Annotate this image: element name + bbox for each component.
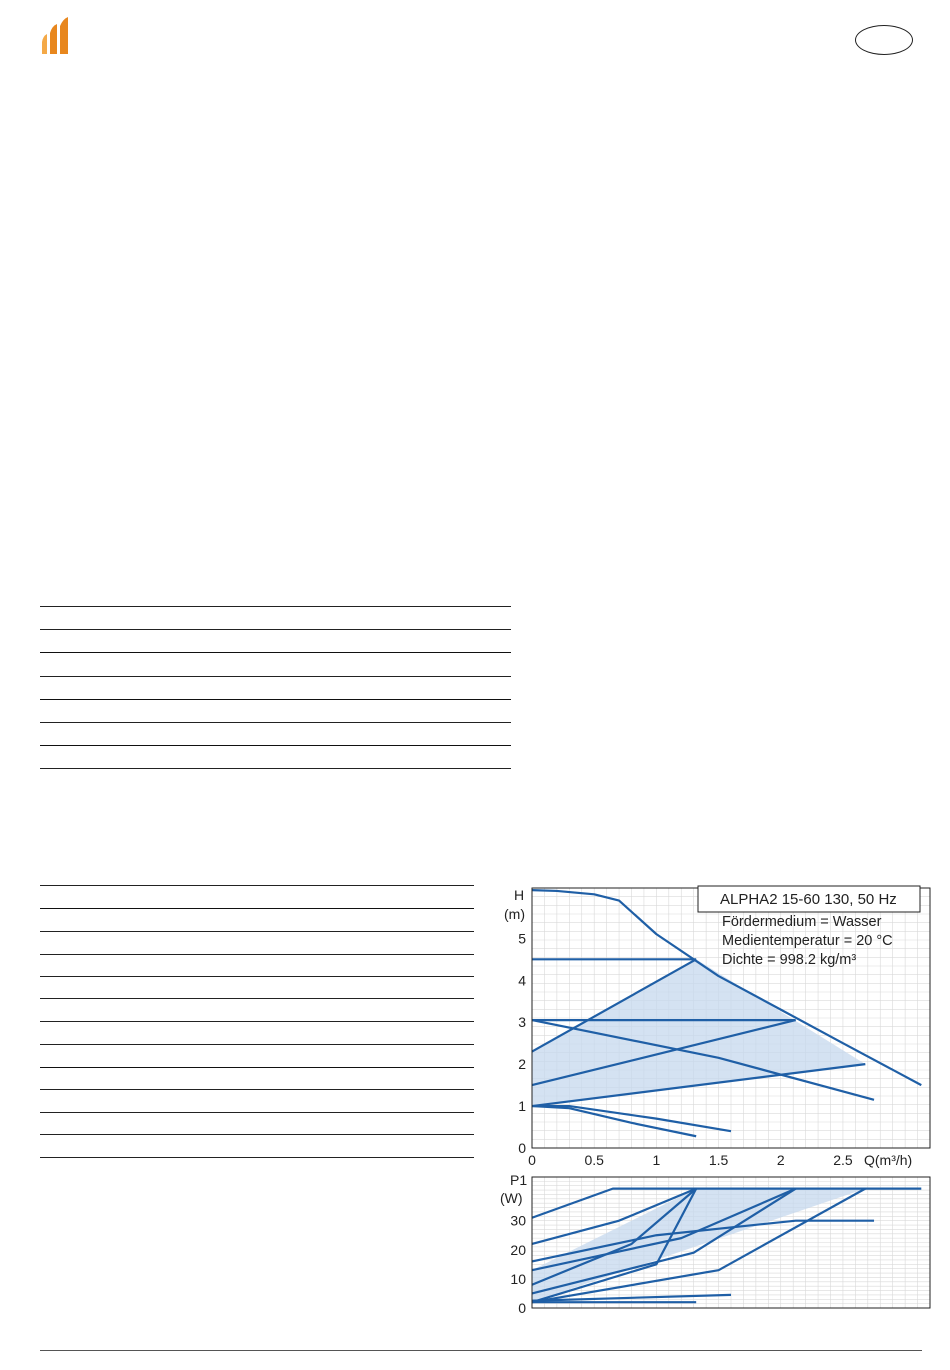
table-row: [40, 1021, 474, 1022]
x-tick-label: 1: [652, 1152, 661, 1168]
table-row: [40, 1112, 474, 1113]
head-axis-unit: (m): [504, 906, 525, 922]
table-row: [40, 676, 511, 677]
x-tick-label: 0: [528, 1152, 536, 1168]
y-tick-label: 4: [518, 972, 526, 989]
flame-logo-icon: [40, 16, 70, 56]
y-tick-label: 20: [510, 1241, 526, 1258]
table-row: [40, 722, 511, 723]
y-tick-label: 0: [518, 1300, 526, 1316]
table-row: [40, 1089, 474, 1090]
table-row: [40, 976, 474, 977]
y-tick-label: 3: [518, 1014, 526, 1031]
y-tick-label: 30: [510, 1212, 526, 1229]
y-tick-label: 1: [518, 1098, 526, 1115]
flow-axis-label: Q(m³/h): [864, 1152, 913, 1168]
table-row: [40, 885, 474, 886]
table-row: [40, 629, 511, 630]
head-axis-label: H: [514, 887, 525, 903]
table-row: [40, 931, 474, 932]
table-row: [40, 652, 511, 653]
y-tick-label: 10: [510, 1270, 526, 1287]
table-row: [40, 1157, 474, 1158]
table-row: [40, 998, 474, 999]
table-row: [40, 699, 511, 700]
chart-title: ALPHA2 15-60 130, 50 Hz: [720, 891, 897, 908]
head-curve-panel: [518, 888, 930, 1168]
table-row: [40, 908, 474, 909]
chart-info-line: Fördermedium = Wasser: [722, 914, 882, 930]
table-row: [40, 954, 474, 955]
power-axis-unit: (W): [500, 1190, 523, 1206]
table-row: [40, 745, 511, 746]
table-row: [40, 1134, 474, 1135]
x-tick-label: 2.5: [833, 1152, 853, 1168]
y-tick-label: 0: [518, 1140, 526, 1156]
table-row: [40, 1044, 474, 1045]
x-tick-label: 2: [776, 1152, 785, 1168]
y-tick-label: 5: [518, 930, 526, 947]
power-axis-label: P1: [510, 1172, 528, 1188]
chart-info-line: Medientemperatur = 20 °C: [722, 933, 893, 949]
table-row: [40, 606, 511, 607]
power-curve-panel: [510, 1177, 930, 1316]
chart-info-line: Dichte = 998.2 kg/m³: [722, 952, 857, 968]
footer-rule: [40, 1350, 922, 1351]
table-row: [40, 1067, 474, 1068]
y-tick-label: 2: [518, 1056, 526, 1073]
x-tick-label: 0.5: [584, 1152, 604, 1168]
table-row: [40, 768, 511, 769]
pump-performance-chart: [490, 880, 935, 1316]
x-tick-label: 1.5: [708, 1152, 729, 1168]
language-badge: [855, 25, 913, 55]
